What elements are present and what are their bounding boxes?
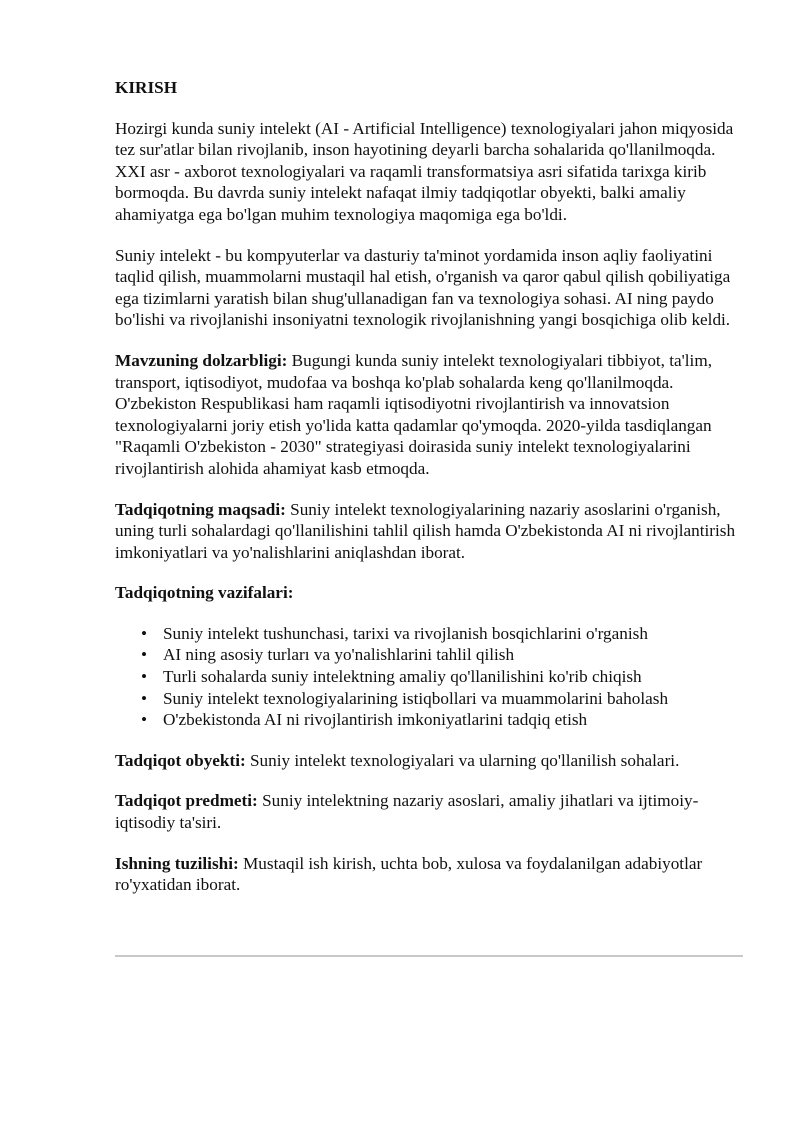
relevance-paragraph [115, 350, 745, 480]
object-paragraph [115, 750, 745, 772]
list-item [141, 709, 745, 731]
object-label: Tadqiqot obyekti: [115, 750, 246, 770]
relevance-text: Bugungi kunda suniy intelekt texnologiyalari tibbiyot, ta'lim, transport, iqtisodiyot, mudofaa va boshqa ko'plab sohalarda keng qo'llanilmoqda. O'zbekiston Respublikasi ham raqamli iqtisodiyotni rivojlantirish va innovatsion texnologiyalarni joriy etish yo'lida katta qadamlar qo'ymoqda. 2020-yilda tasdiqlangan "Raqamli O'zbekiston - 2030" strategiyasi doirasida suniy intelekt texnologiyalarini rivojlantirish alohida ahamiyat kasb etmoqda. [115, 350, 712, 478]
tasks-label: Tadqiqotning vazifalari: [115, 583, 294, 603]
list-item [141, 666, 745, 688]
subject-label: Tadqiqot predmeti: [115, 791, 258, 811]
relevance-label: Mavzuning dolzarbligi: [115, 350, 288, 370]
list-item [141, 623, 745, 645]
object-text: Suniy intelekt texnologiyalari va ularning qo'llanilish sohalari. [245, 750, 680, 770]
tasks-heading [115, 582, 745, 604]
intro-paragraph-1: Hozirgi kunda suniy intelekt (AI - Artificial Intelligence) texnologiyalari jahon miqyosida tez sur'atlar bilan rivojlanib, inson hayotining deyarli barcha sohalarida qo'llanilmoqda. XXI asr - axborot texnologiyalari va raqamli transformatsiya asri sifatida tarixga kirib bormoqda. Bu davrda suniy intelekt nafaqat ilmiy tadqiqotlar obyekti, balki amaliy ahamiyatga ega bo'lgan muhim texnologiya maqomiga ega bo'ldi. [115, 118, 734, 224]
structure-label: Ishning tuzilishi: [115, 853, 239, 873]
bullet-icon: • [141, 667, 148, 687]
structure-paragraph [115, 853, 745, 896]
bullet-icon: • [141, 645, 148, 665]
structure-text: Mustaqil ish kirish, uchta bob, xulosa va foydalanilgan adabiyotlar ro'yxatidan iborat. [115, 853, 703, 895]
subject-text: Suniy intelektning nazariy asoslari, amaliy jihatlari va ijtimoiy-iqtisodiy ta'siri. [115, 791, 699, 833]
tasks-list [115, 623, 745, 731]
list-item-text: AI ning asosiy turları va yo'nalishlarini tahlil qilish [163, 645, 515, 665]
list-item-text: Turli sohalarda suniy intelektning amaliy qo'llanilishini ko'rib chiqish [163, 667, 642, 687]
bullet-icon: • [141, 623, 148, 643]
list-item-text: O'zbekistonda AI ni rivojlantirish imkoniyatlarini tadqiq etish [163, 710, 588, 730]
intro-paragraph-2: Suniy intelekt - bu kompyuterlar va dasturiy ta'minot yordamida inson aqliy faoliyatini taqlid qilish, muammolarni mustaqil hal etish, o'rganish va qaror qabul qilish qobiliyatiga ega tizimlarni yaratish bilan shug'ullanadigan fan va texnologiya sohasi. AI ning paydo bo'lishi va rivojlanishi insoniyatni texnologik rivojlanishning yangi bosqichiga olib keldi. [115, 245, 731, 330]
goal-text: Suniy intelekt texnologiyalarining nazariy asoslarini o'rganish, uning turli sohalardagi qo'llanilishini tahlil qilish hamda O'zbekistonda AI ni rivojlantirish imkoniyatlari va yo'nalishlarini aniqlashdan iborat. [115, 499, 736, 562]
list-item [141, 644, 745, 666]
bullet-icon: • [141, 688, 148, 708]
list-item-text: Suniy intelekt tushunchasi, tarixi va rivojlanish bosqichlarini o'rganish [163, 623, 648, 643]
horizontal-divider [115, 955, 743, 957]
section-heading: KIRISH [115, 78, 178, 97]
subject-paragraph [115, 790, 745, 833]
bullet-icon: • [141, 710, 148, 730]
goal-paragraph [115, 499, 745, 564]
list-item-text: Suniy intelekt texnologiyalarining istiqbollari va muammolarini baholash [163, 688, 669, 708]
goal-label: Tadqiqotning maqsadi: [115, 499, 286, 519]
document-page [115, 77, 745, 915]
list-item [141, 688, 745, 710]
